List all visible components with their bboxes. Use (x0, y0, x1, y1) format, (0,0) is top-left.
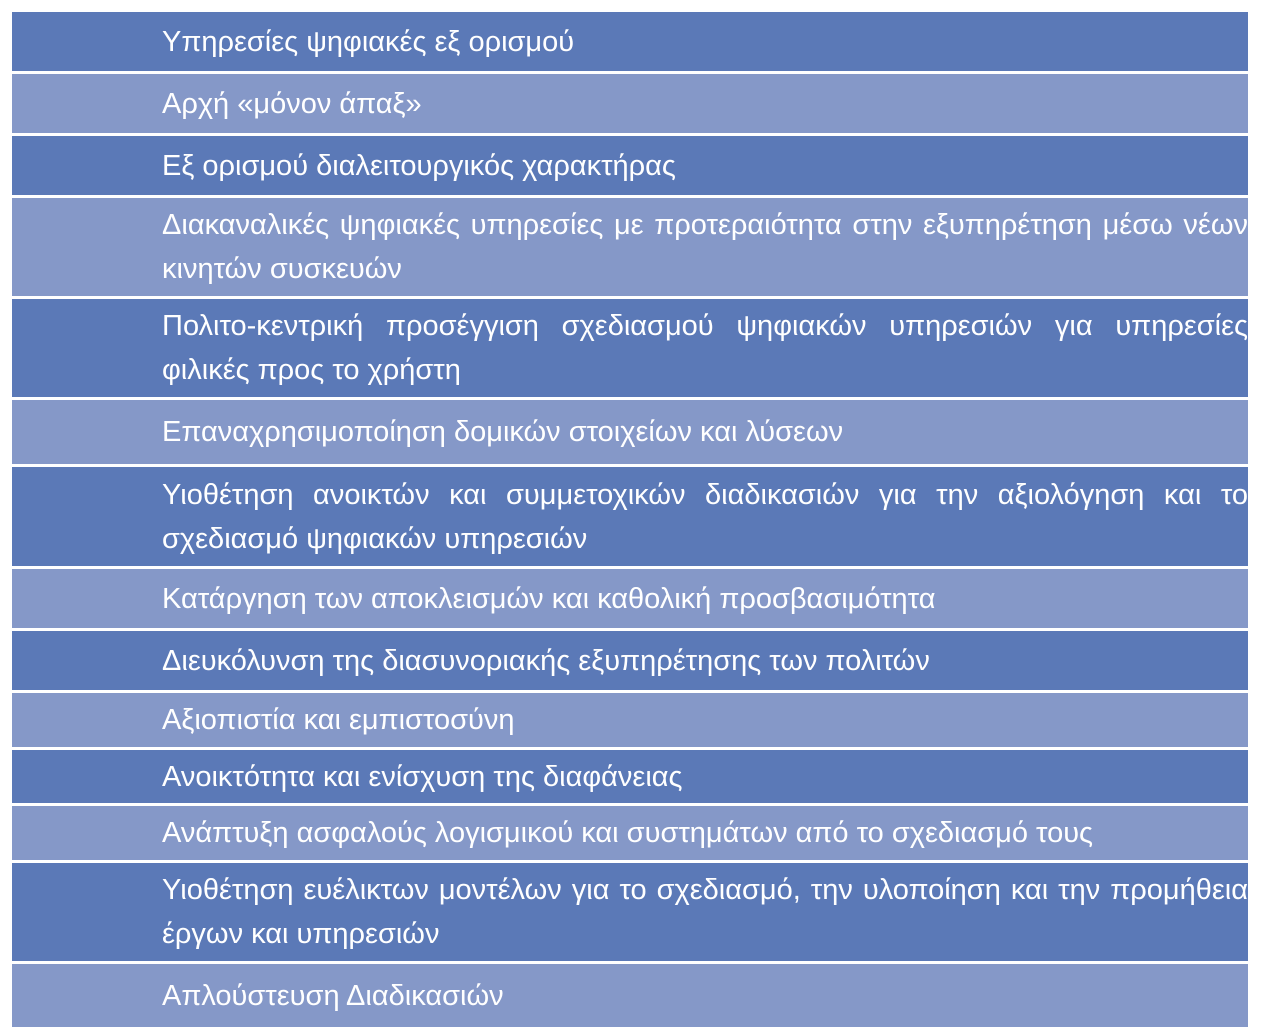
table-row (12, 74, 1248, 136)
table-row (12, 863, 1248, 964)
row-text: Αξιοπιστία και εμπιστοσύνη (162, 704, 515, 736)
table-row (12, 12, 1248, 74)
row-text: Εξ ορισμού διαλειτουργικός χαρακτήρας (162, 149, 676, 182)
row-text: Απλούστευση Διαδικασιών (162, 979, 504, 1012)
row-text: Υιοθέτηση ευέλικτων μοντέλων για το σχεδιασμό, την υλοποίηση και την προμήθεια έργων και υπηρεσιών (162, 874, 1248, 950)
row-text: Διευκόλυνση της διασυνοριακής εξυπηρέτησης των πολιτών (162, 644, 930, 677)
row-text: Αρχή «μόνον άπαξ» (162, 87, 422, 120)
row-text: Κατάργηση των αποκλεισμών και καθολική προσβασιμότητα (162, 582, 936, 615)
table-row (12, 631, 1248, 693)
table-row (12, 964, 1248, 1027)
table-row (12, 693, 1248, 750)
row-text: Επαναχρησιμοποίηση δομικών στοιχείων και λύσεων (162, 416, 844, 448)
row-text: Πολιτο-κεντρική προσέγγιση σχεδιασμού ψηφιακών υπηρεσιών για υπηρεσίες φιλικές προς το χρήστη (162, 310, 1248, 386)
table-row (12, 299, 1248, 400)
table-row (12, 750, 1248, 806)
row-text: Υιοθέτηση ανοικτών και συμμετοχικών διαδικασιών για την αξιολόγηση και το σχεδιασμό ψηφιακών υπηρεσιών (162, 478, 1248, 555)
row-text: Υπηρεσίες ψηφιακές εξ ορισμού (162, 25, 575, 58)
table-row (12, 198, 1248, 299)
row-text: Ανάπτυξη ασφαλούς λογισμικού και συστημάτων από το σχεδιασμό τους (162, 817, 1094, 849)
table-row (12, 467, 1248, 569)
table-row (12, 400, 1248, 467)
row-text: Ανοικτότητα και ενίσχυση της διαφάνειας (162, 760, 683, 793)
table-row (12, 136, 1248, 198)
table-row (12, 569, 1248, 631)
table-row (12, 806, 1248, 863)
principles-table (12, 12, 1248, 1027)
row-text: Διακαναλικές ψηφιακές υπηρεσίες με προτεραιότητα στην εξυπηρέτηση μέσω νέων κινητών συσκευών (162, 209, 1248, 285)
